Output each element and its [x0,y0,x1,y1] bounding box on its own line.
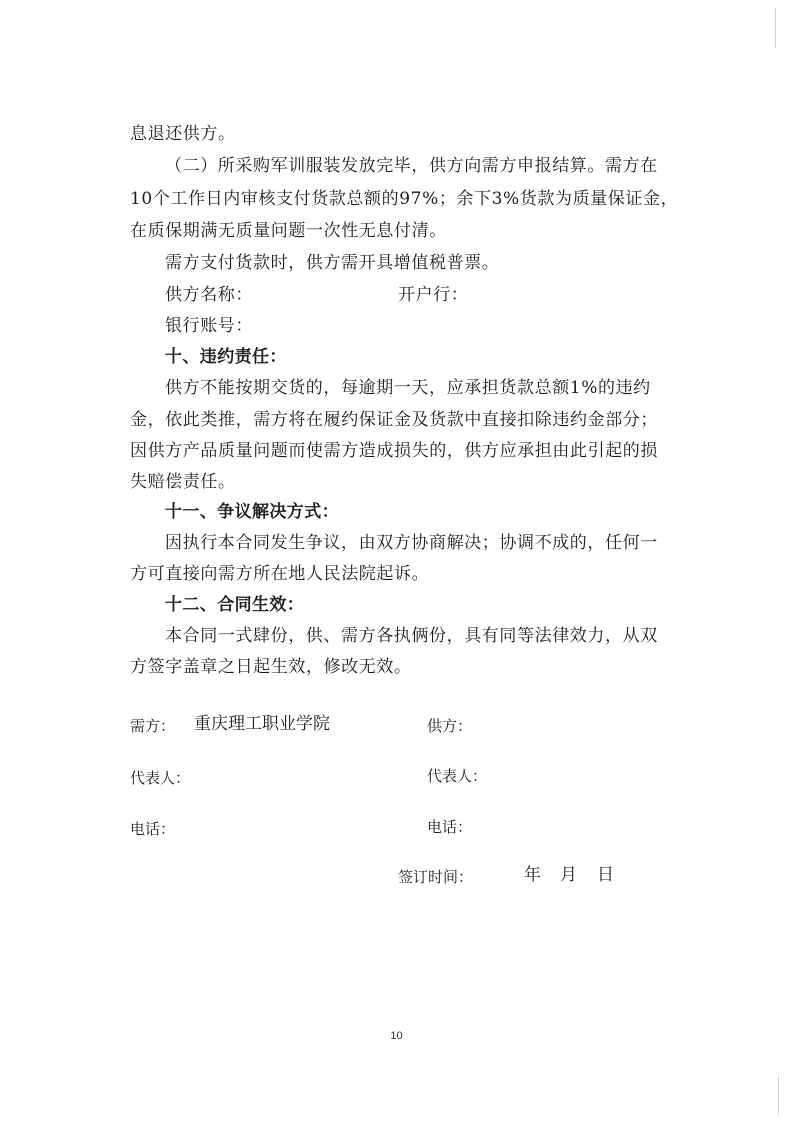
bank-account-label: 银行账号： [165,316,253,336]
paragraph-line: 失赔偿责任。 [130,472,236,492]
buyer-name: 重庆理工职业学院 [194,714,330,734]
bank-label: 开户行： [398,285,469,305]
date-year: 年 [524,865,541,885]
supplier-representative-label: 代表人： [427,767,488,785]
section-heading: 十二、合同生效： [165,595,305,615]
scan-edge-mark [775,8,776,48]
buyer-phone-label: 电话： [130,820,176,838]
signing-date-label: 签订时间： [398,868,474,886]
section-heading: 十、违约责任： [165,347,287,367]
paragraph-line: 金，依此类推，需方将在履约保证金及货款中直接扣除违约金部分； [130,410,658,430]
paragraph-line: 需方支付货款时，供方需开具增值税普票。 [165,253,500,273]
page-number: 10 [390,1030,403,1042]
date-month: 月 [560,865,577,885]
supplier-name-label: 供方名称： [165,285,253,305]
date-day: 日 [597,865,614,885]
buyer-representative-label: 代表人： [130,769,191,787]
paragraph-line: 因供方产品质量问题而使需方造成损失的，供方应承担由此引起的损 [130,441,658,461]
supplier-phone-label: 电话： [427,818,473,836]
paragraph-line: 在质保期满无质量问题一次性无息付清。 [130,221,447,241]
paragraph-line: 供方不能按期交货的，每逾期一天，应承担货款总额1%的违约 [165,378,651,398]
paragraph-line: 因执行本合同发生争议，由双方协商解决；协调不成的，任何一 [165,533,658,553]
paragraph-line: 本合同一式肆份，供、需方各执俩份，具有同等法律效力，从双 [165,626,658,646]
scan-edge-mark [778,1075,779,1115]
buyer-label: 需方： [130,717,176,735]
paragraph-line: 息退还供方。 [130,124,236,144]
paragraph-line: 方可直接向需方所在地人民法院起诉。 [130,564,430,584]
paragraph-line: 方签字盖章之日起生效，修改无效。 [130,657,412,677]
section-heading: 十一、争议解决方式： [165,502,339,522]
paragraph-line: 10个工作日内审核支付货款总额的97%；余下3%货款为质量保证金， [130,189,679,209]
supplier-label: 供方： [427,717,473,735]
paragraph-line: （二）所采购军训服装发放完毕，供方向需方申报结算。需方在 [165,156,658,176]
